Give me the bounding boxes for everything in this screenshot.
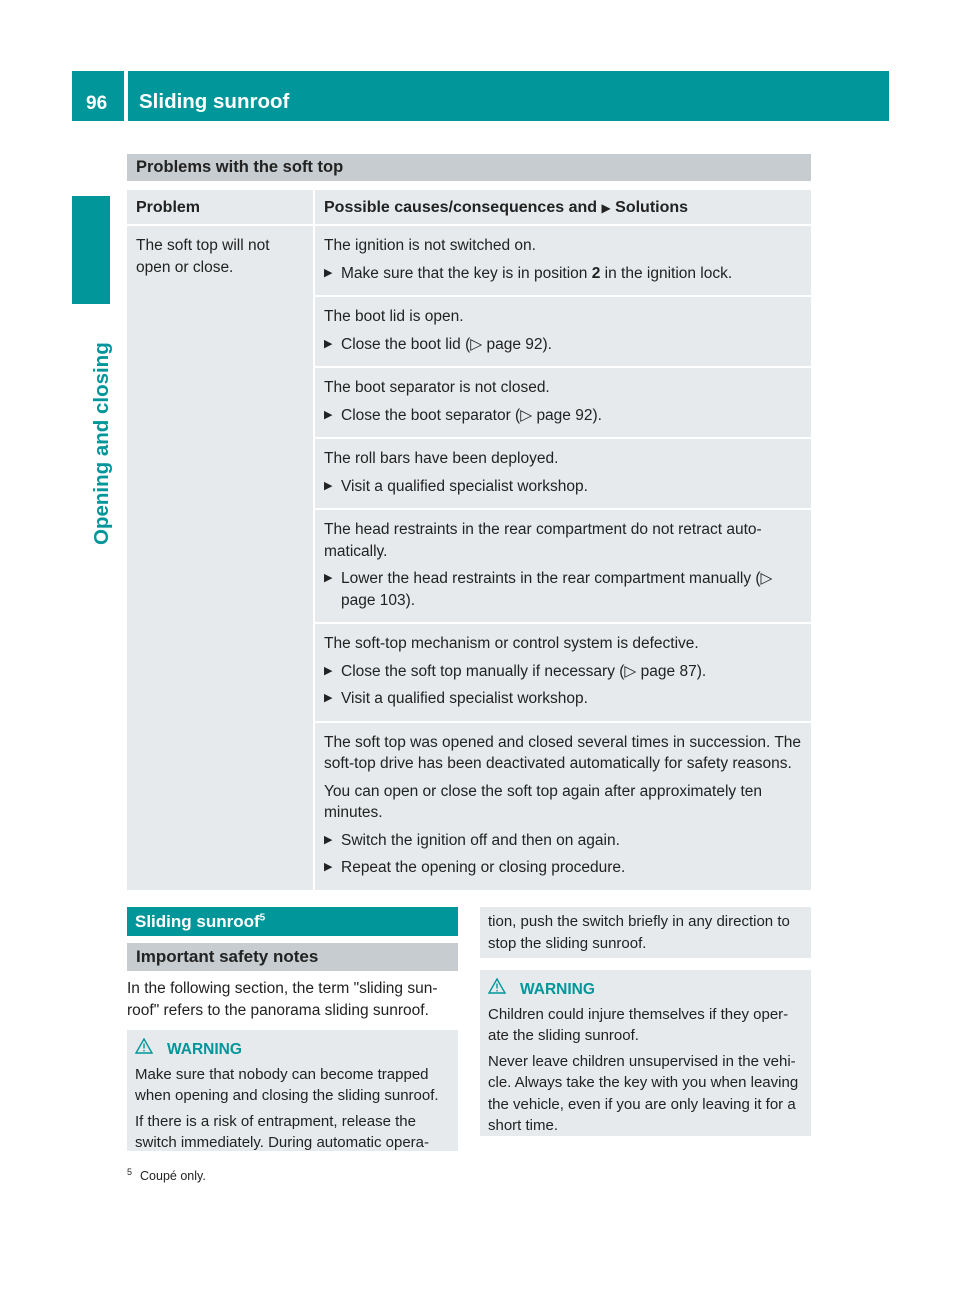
step-arrow-icon: ▶ xyxy=(324,692,333,704)
subsection-heading: Important safety notes xyxy=(127,943,458,971)
cause-text: The head restraints in the rear compartment do not retract auto-matically. xyxy=(324,521,762,560)
step-text: Switch the ignition off and then on again. xyxy=(341,831,620,849)
table-title: Problems with the soft top xyxy=(127,154,811,181)
warning-title: WARNING xyxy=(167,1040,242,1058)
step-text: Make sure that the key is in position 2 in the ignition lock. xyxy=(341,264,733,282)
intro-paragraph: In the following section, the term "sliding sun-roof" refers to the panorama sliding sunroof. xyxy=(127,980,438,1019)
step-arrow-icon: ▶ xyxy=(324,337,333,350)
section-heading: Sliding sunroof$^5$ xyxy=(127,907,458,936)
table-row xyxy=(315,297,811,366)
step-arrow-icon: ▶ xyxy=(324,664,333,677)
warning-box xyxy=(127,1030,458,1151)
step-arrow-icon: ▶ xyxy=(324,572,333,584)
step-text: Repeat the opening or closing procedure. xyxy=(341,859,626,876)
cause-text: The soft-top mechanism or control system is defective. xyxy=(324,635,699,652)
table-row xyxy=(315,226,811,295)
footnote-ref: 5 xyxy=(259,912,266,924)
warning-triangle-icon xyxy=(135,1038,155,1061)
cause-text: The roll bars have been deployed. xyxy=(324,450,559,467)
warning-title: WARNING xyxy=(520,980,595,998)
header-divider xyxy=(124,71,128,121)
step-text: Visit a qualified specialist workshop. xyxy=(341,477,588,495)
step-arrow-icon: ▶ xyxy=(324,408,333,421)
warning-triangle-icon xyxy=(488,978,508,1001)
column-header-solutions-prefix: Possible causes/consequences and xyxy=(324,199,598,216)
warning-continuation: tion, push the switch briefly in any direction to stop the sliding sunroof. xyxy=(480,907,811,958)
cause-text: You can open or close the soft top again after approximately ten minutes. xyxy=(324,782,763,821)
step-arrow-icon: ▶ xyxy=(324,479,333,492)
table-row xyxy=(315,624,811,721)
cause-text: The boot separator is not closed. xyxy=(324,379,550,396)
table-row xyxy=(315,510,811,622)
side-tab-label: Opening and closing xyxy=(90,342,113,545)
solutions-arrow-icon: ▶ xyxy=(601,201,611,215)
page-title: Sliding sunroof xyxy=(139,90,290,113)
column-header-problem: Problem xyxy=(127,190,313,224)
warning-text: If there is a risk of entrapment, release the switch immediately. During automatic opera- xyxy=(135,1112,430,1151)
step-text: Close the soft top manually if necessary (▷ page 87). xyxy=(341,662,707,680)
step-text: Close the boot lid (▷ page 92). xyxy=(341,335,552,353)
footnote: $^5$ Coupé only. xyxy=(127,1167,206,1184)
step-text: Visit a qualified specialist workshop. xyxy=(341,690,588,707)
side-tab-block xyxy=(72,196,110,304)
page-number: 96 xyxy=(86,93,108,114)
step-text: Lower the head restraints in the rear compartment manually (▷ page 103). xyxy=(341,570,773,609)
cause-text: The boot lid is open. xyxy=(324,308,464,325)
warning-box xyxy=(480,970,811,1136)
step-arrow-icon: ▶ xyxy=(324,833,333,846)
cause-text: The soft top was opened and closed several times in succession. The soft-top drive has been deactivated automatically for safety reasons. xyxy=(324,733,802,772)
column-header-solutions-suffix: Solutions xyxy=(615,199,689,216)
problem-cell: The soft top will not open or close. xyxy=(127,226,313,890)
solutions-column xyxy=(315,226,811,890)
problems-table xyxy=(127,190,811,890)
table-row xyxy=(315,723,811,890)
step-arrow-icon: ▶ xyxy=(324,266,333,279)
warning-text: Never leave children unsupervised in the vehi-cle. Always take the key with you when leaving the vehicle, even if you are only leaving it for a short time. xyxy=(488,1052,799,1134)
cause-text: The ignition is not switched on. xyxy=(324,237,536,254)
column-header-solutions xyxy=(315,190,811,224)
table-row xyxy=(315,439,811,508)
warning-text: Make sure that nobody can become trapped when opening and closing the sliding sunroof. xyxy=(135,1065,439,1104)
table-header-row xyxy=(127,190,811,224)
step-arrow-icon: ▶ xyxy=(324,861,333,873)
table-row xyxy=(315,368,811,437)
warning-text: Children could injure themselves if they oper-ate the sliding sunroof. xyxy=(488,1005,789,1044)
step-text: Close the boot separator (▷ page 92). xyxy=(341,406,602,424)
